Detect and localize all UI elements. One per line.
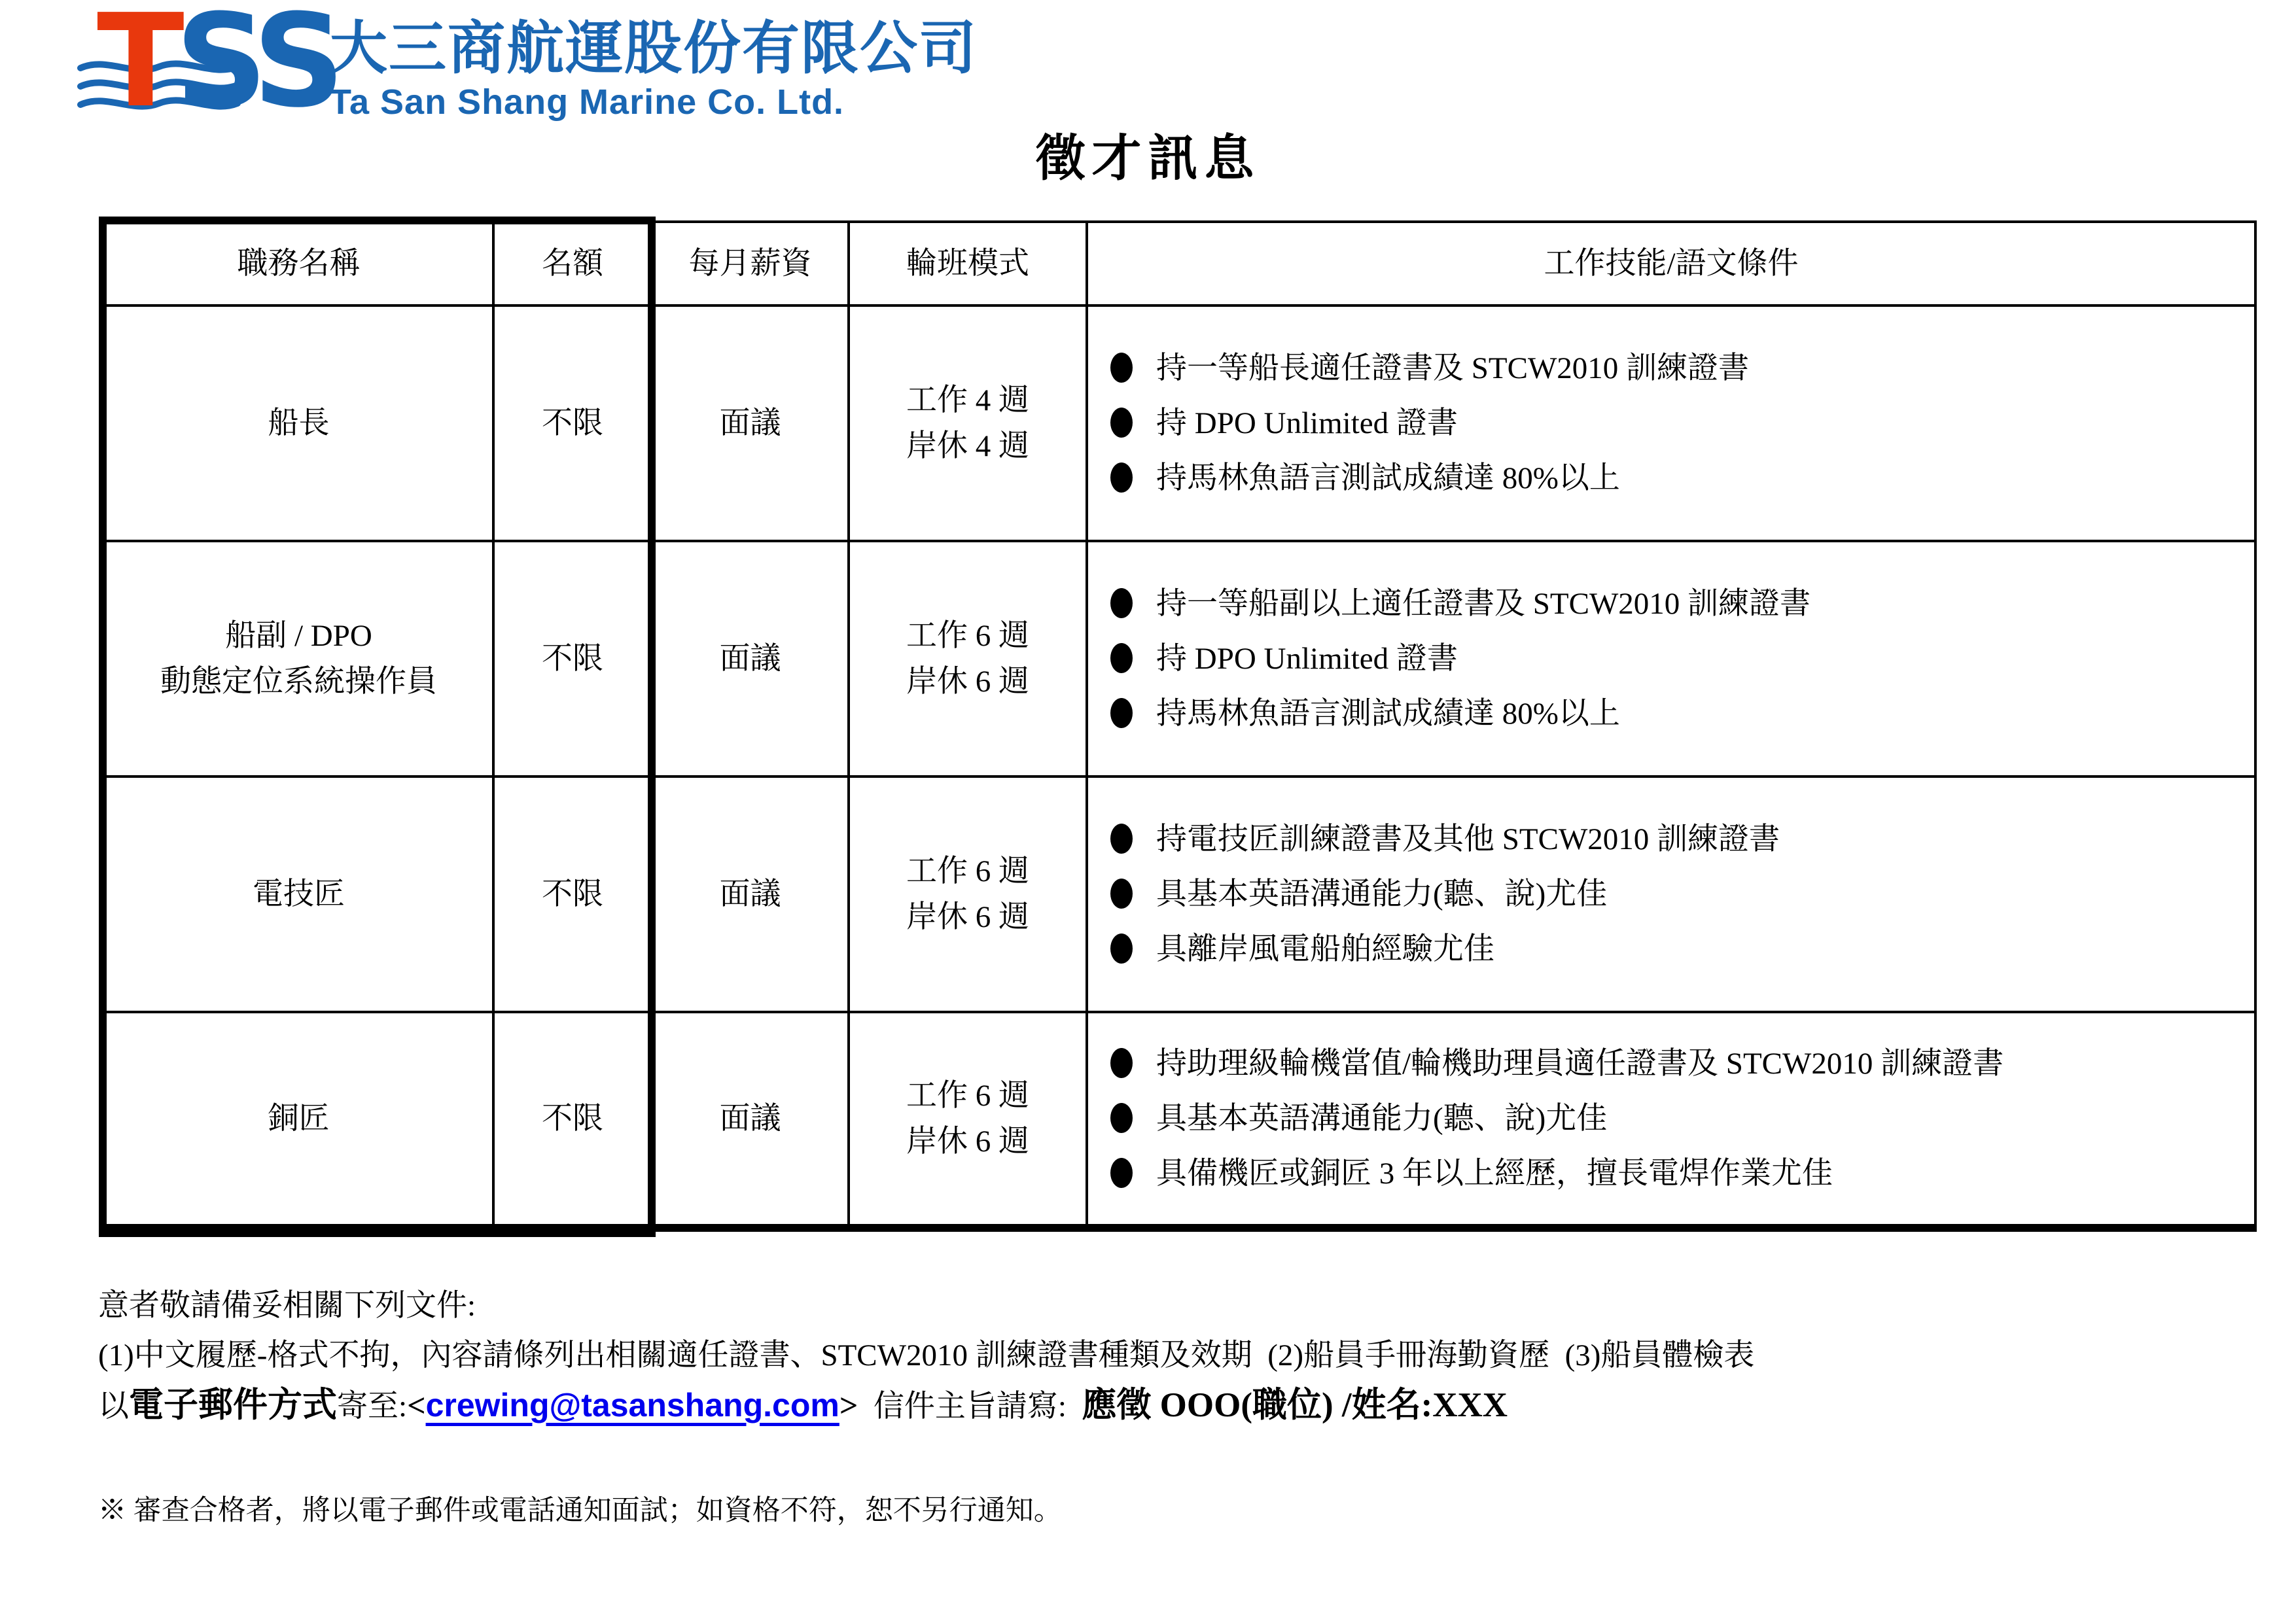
job-table: [103, 220, 2257, 1232]
shift-line: 岸休 4 週: [906, 429, 1029, 463]
requirements-cell: [1087, 777, 2255, 1012]
docs-list: (1)中文履歷-格式不拘，內容請條列出相關適任證書、STCW2010 訓練證書種類及效期 (2)船員手冊海勤資歷 (3)船員體檢表: [98, 1338, 1755, 1372]
requirement-text: 持一等船長適任證書及 STCW2010 訓練證書: [1156, 351, 1750, 385]
requirement-text: 具基本英語溝通能力(聽、說)尤佳: [1156, 1101, 1608, 1136]
shift-line: 岸休 6 週: [906, 665, 1029, 699]
bullet-icon: [1110, 1048, 1133, 1078]
header-quota: 名額: [493, 222, 652, 305]
salary-cell: 面議: [652, 541, 849, 777]
job-table-head: [104, 222, 2255, 305]
bullet-icon: [1110, 824, 1133, 854]
requirement-item: [1110, 1041, 2238, 1086]
job-table-wrap: [103, 220, 2254, 1232]
email-method: 電子郵件方式: [129, 1386, 337, 1424]
position-line: 動態定位系統操作員: [160, 665, 437, 699]
table-row: [104, 541, 2255, 777]
bullet-icon: [1110, 353, 1133, 383]
requirement-item: [1110, 817, 2238, 862]
quota-cell: 不限: [493, 541, 652, 777]
requirements-list: [1110, 817, 2238, 971]
table-row: [104, 1012, 2255, 1228]
shift-cell: [849, 305, 1087, 541]
table-row: [104, 777, 2255, 1012]
shift-cell: [849, 541, 1087, 777]
requirement-text: 持助理級輪機當值/輪機助理員適任證書及 STCW2010 訓練證書: [1156, 1046, 2004, 1081]
bullet-icon: [1110, 934, 1133, 964]
subject-value: 應徵 OOO(職位) /姓名:XXX: [1082, 1386, 1508, 1424]
bullet-icon: [1110, 643, 1133, 673]
company-names: [330, 16, 978, 123]
tss-logo-text: [97, 0, 336, 136]
requirement-item: [1110, 582, 2238, 626]
bullet-icon: [1110, 462, 1133, 493]
email-link[interactable]: crewing@tasanshang.com: [425, 1387, 839, 1423]
position-cell: [104, 541, 493, 777]
requirements-list: [1110, 582, 2238, 736]
requirement-item: [1110, 1096, 2238, 1141]
requirements-cell: [1087, 541, 2255, 777]
subject-label: 信件主旨請寫:: [858, 1389, 1082, 1423]
shift-line: 岸休 6 週: [906, 1125, 1029, 1159]
company-logo: [97, 0, 336, 136]
requirement-text: 持 DPO Unlimited 證書: [1156, 641, 1458, 676]
bullet-icon: [1110, 1158, 1133, 1188]
bullet-icon: [1110, 1103, 1133, 1133]
email-line: [98, 1380, 2264, 1431]
position-line: 船長: [268, 406, 330, 440]
company-header: [97, 0, 978, 136]
requirement-text: 持馬林魚語言測試成績達 80%以上: [1156, 697, 1620, 731]
header-requirements: 工作技能/語文條件: [1087, 222, 2255, 305]
salary-cell: 面議: [652, 777, 849, 1012]
docs-intro: 意者敬請備妥相關下列文件:: [98, 1289, 476, 1323]
quota-cell: 不限: [493, 305, 652, 541]
shift-line: 工作 6 週: [906, 1078, 1029, 1113]
company-name-zh: 大三商航運股份有限公司: [330, 16, 978, 80]
salary-cell: 面議: [652, 305, 849, 541]
position-cell: [104, 1012, 493, 1228]
shift-cell: [849, 1012, 1087, 1228]
requirements-list: [1110, 346, 2238, 500]
requirement-text: 具離岸風電船舶經驗尤佳: [1156, 932, 1494, 967]
requirement-text: 具備機匠或銅匠 3 年以上經歷，擅長電焊作業尤佳: [1156, 1157, 1833, 1191]
requirement-item: [1110, 346, 2238, 391]
requirements-cell: [1087, 305, 2255, 541]
application-instructions: [98, 1281, 2264, 1536]
position-cell: [104, 777, 493, 1012]
quota-cell: 不限: [493, 1012, 652, 1228]
tss-letter-t: T: [97, 0, 175, 136]
bullet-icon: [1110, 408, 1133, 438]
company-name-en: Ta San Shang Marine Co. Ltd.: [330, 82, 845, 122]
job-table-body: [104, 305, 2255, 1228]
requirement-text: 持馬林魚語言測試成績達 80%以上: [1156, 461, 1620, 496]
quota-cell: 不限: [493, 777, 652, 1012]
requirements-cell: [1087, 1012, 2255, 1228]
requirement-text: 持 DPO Unlimited 證書: [1156, 406, 1458, 440]
email-send-to: 寄至:: [337, 1389, 408, 1423]
requirement-item: [1110, 1151, 2238, 1196]
bullet-icon: [1110, 588, 1133, 618]
requirements-list: [1110, 1041, 2238, 1196]
position-line: 銅匠: [268, 1101, 330, 1136]
bullet-icon: [1110, 879, 1133, 909]
shift-cell: [849, 777, 1087, 1012]
requirement-text: 持一等船副以上適任證書及 STCW2010 訓練證書: [1156, 586, 1811, 621]
shift-line: 工作 6 週: [906, 618, 1029, 653]
header-shift: 輪班模式: [849, 222, 1087, 305]
requirement-text: 持電技匠訓練證書及其他 STCW2010 訓練證書: [1156, 822, 1780, 856]
requirement-text: 具基本英語溝通能力(聽、說)尤佳: [1156, 877, 1608, 911]
bracket-close: >: [839, 1387, 858, 1423]
requirement-item: [1110, 691, 2238, 736]
header-row: [104, 222, 2255, 305]
requirement-item: [1110, 872, 2238, 916]
shift-line: 岸休 6 週: [906, 900, 1029, 934]
shift-line: 工作 4 週: [906, 383, 1029, 417]
position-line: 船副 / DPO: [225, 618, 372, 653]
requirement-item: [1110, 927, 2238, 971]
table-row: [104, 305, 2255, 541]
tss-letters-ss: SS: [175, 0, 336, 136]
requirement-item: [1110, 401, 2238, 445]
header-position: 職務名稱: [104, 222, 493, 305]
salary-cell: 面議: [652, 1012, 849, 1228]
review-note: ※ 審查合格者，將以電子郵件或電話通知面試；如資格不符，恕不另行通知。: [98, 1495, 1062, 1526]
requirement-item: [1110, 637, 2238, 681]
page-title: 徵才訊息: [1035, 131, 1261, 186]
email-prefix: 以: [98, 1389, 129, 1423]
position-line: 電技匠: [253, 877, 345, 911]
requirement-item: [1110, 456, 2238, 500]
bullet-icon: [1110, 698, 1133, 728]
header-salary: 每月薪資: [652, 222, 849, 305]
shift-line: 工作 6 週: [906, 854, 1029, 888]
bracket-open: <: [407, 1387, 426, 1423]
position-cell: [104, 305, 493, 541]
